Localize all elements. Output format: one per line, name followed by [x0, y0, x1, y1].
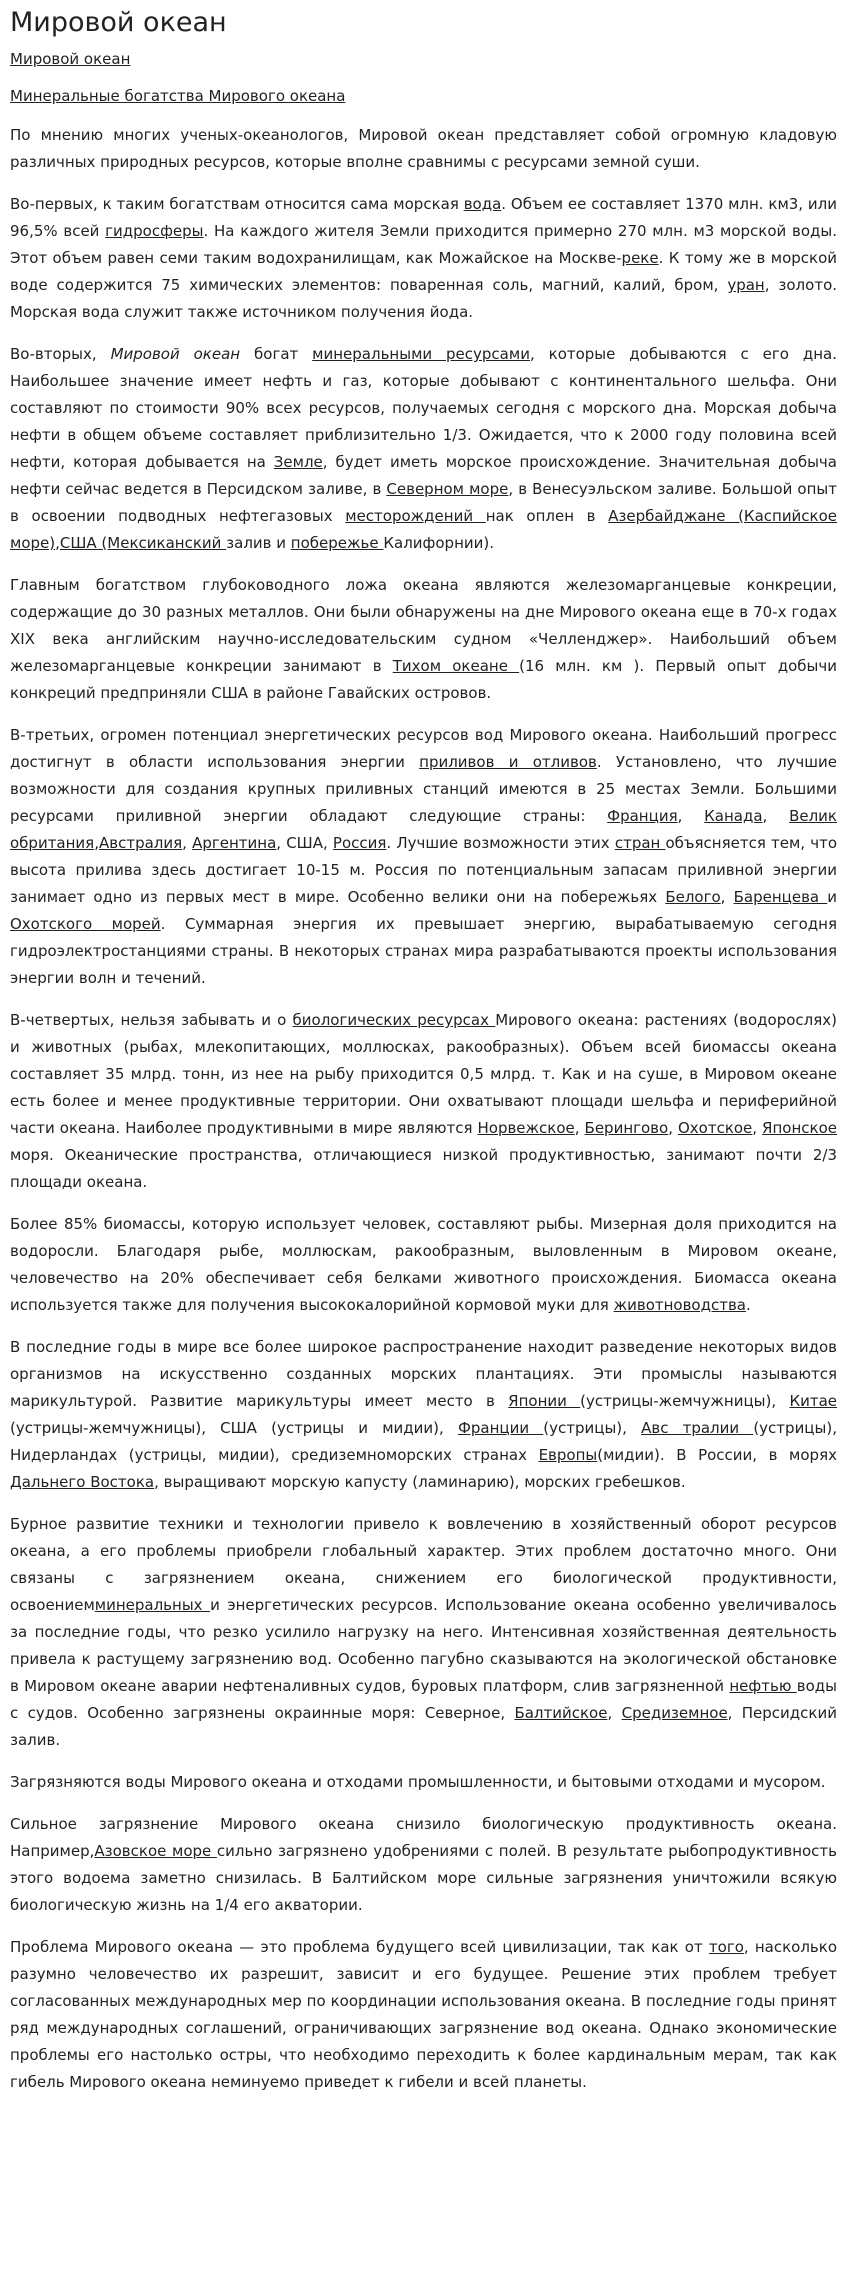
paragraph-text: В-четвертых, нельзя забывать и о — [10, 1011, 293, 1029]
paragraph-text: , выращивают морскую капусту (ламинарию), морских гребешков. — [154, 1473, 686, 1491]
inline-link[interactable]: минеральных — [94, 1596, 211, 1614]
inline-link[interactable]: Белого — [665, 888, 721, 906]
inline-link[interactable]: приливов и отливов — [419, 753, 597, 771]
paragraph-text: Бурное развитие техники и технологии привело к вовлечению в хозяйственный оборот ресурсов океана, а его проблемы приобрели глобальный характер. Этих проблем достаточно много. Они связаны с загрязнением океана, снижением его биологической продуктивности, освоением — [10, 1515, 837, 1614]
paragraph-text: . Объем ее составляет 1370 млн. км3, или 96,5% всей — [10, 195, 837, 240]
paragraph-text: , — [668, 1119, 678, 1137]
paragraph — [10, 1511, 837, 1754]
paragraph-text: , — [752, 1119, 763, 1137]
inline-link[interactable]: Дальнего Востока — [10, 1473, 155, 1491]
paragraph-text: , — [55, 534, 60, 552]
paragraph — [10, 1334, 837, 1496]
paragraph-text: Во-первых, к таким богатствам относится сама морская — [10, 195, 464, 213]
paragraph — [10, 1811, 837, 1919]
inline-link[interactable]: Европы — [538, 1446, 598, 1464]
inline-link[interactable]: Аргентина — [192, 834, 277, 852]
paragraph — [10, 1769, 837, 1796]
paragraph-text: , будет иметь морское происхождение. Значительная добыча нефти сейчас ведется в Персидском заливе, в — [10, 453, 837, 498]
paragraph-text: , Персидский залив. — [10, 1704, 837, 1749]
paragraph-text: , — [762, 807, 790, 825]
paragraph-text: Калифорнии). — [383, 534, 494, 552]
paragraph-text: (мидии). В России, в морях — [597, 1446, 837, 1464]
inline-link[interactable]: вода — [463, 195, 502, 213]
inline-link[interactable]: Берингово — [584, 1119, 669, 1137]
paragraph-text: и энергетических ресурсов. Использование океана особенно увеличивалось за последние годы, что резко усилило нагрузку на него. Интенсивная хозяйственная деятельность привела к растущему загрязнению вод. Особенно пагубно сказываются на экологической обстановке в Мировом океане аварии нефтеналивных судов, буровых платформ, слив загрязненной — [10, 1596, 837, 1695]
paragraph-text: (устрицы), — [543, 1419, 642, 1437]
paragraph-text: нак оплен в — [485, 507, 609, 525]
inline-link[interactable]: минеральными ресурсами — [312, 345, 530, 363]
paragraph — [10, 122, 837, 176]
nav-link-mineral-resources[interactable]: Минеральные богатства Мирового океана — [10, 87, 346, 105]
paragraph — [10, 191, 837, 326]
paragraph-text: и — [827, 888, 838, 906]
paragraph-text: Более 85% биомассы, которую использует человек, составляют рыбы. Мизерная доля приходится на водоросли. Благодаря рыбе, моллюскам, ракообразным, выловленным в Мировом океане, человечество на 20% обеспечивает себя белками животного происхождения. Биомасса океана используется также для получения высококалорийной кормовой муки для — [10, 1215, 837, 1314]
paragraph — [10, 572, 837, 707]
paragraph-text: Мирового океана: растениях (водорослях) и животных (рыбах, млекопитающих, моллюсках, ракообразных). Объем всей биомассы океана составляет 35 млрд. тонн, из нее на рыбу приходится 0,5 млрд. т. Как и на суше, в Мировом океане есть более и менее продуктивные территории. Они охватывают площади шельфа и периферийной части океана. Наиболее продуктивными в мире являются — [10, 1011, 837, 1137]
paragraph-text: , — [182, 834, 193, 852]
inline-link[interactable]: реке — [621, 249, 659, 267]
inline-link[interactable]: Тихом океане — [392, 657, 520, 675]
inline-link[interactable]: того — [708, 1938, 744, 1956]
inline-link[interactable]: биологических ресурсах — [292, 1011, 496, 1029]
inline-link[interactable]: Авс тралии — [641, 1419, 754, 1437]
paragraph-text: , — [677, 807, 705, 825]
page-title: Мировой океан — [10, 7, 227, 38]
paragraph — [10, 341, 837, 557]
inline-link[interactable]: животноводства — [613, 1296, 747, 1314]
inline-link[interactable]: Земле — [273, 453, 323, 471]
paragraph-text: , насколько разумно человечество их разрешит, зависит и его будущее. Решение этих проблем требует согласованных международных мер по координации использования океана. В последние годы принят ряд международных соглашений, ограничивающих загрязнение вод океана. Однако экономические проблемы его настолько остры, что необходимо переходить к более кардинальным мерам, так как гибель Мирового океана неминуемо приведет к гибели и всей планеты. — [10, 1938, 838, 2091]
inline-link[interactable]: Средиземное — [621, 1704, 728, 1722]
paragraph — [10, 1934, 837, 2096]
inline-link[interactable]: Охотского морей — [10, 915, 161, 933]
paragraph-text: . Лучшие возможности этих — [386, 834, 615, 852]
inline-link[interactable]: Австралия — [99, 834, 183, 852]
paragraph-text: Главным богатством глубоководного ложа океана являются железомарганцевые конкреции, содержащие до 30 разных металлов. Они были обнаружены на дне Мирового океана еще в 70-х годах XIX века английским научно-исследовательским судном «Челленджер». Наибольший объем железомарганцевые конкреции занимают в — [10, 576, 837, 675]
paragraph-text: По мнению многих ученых-океанологов, Мировой океан представляет собой огромную кладовую различных природных ресурсов, которые вполне сравнимы с ресурсами земной суши. — [10, 126, 837, 171]
inline-link[interactable]: Балтийское — [514, 1704, 608, 1722]
paragraph — [10, 1211, 837, 1319]
inline-link[interactable]: Велик обритания — [10, 807, 837, 852]
paragraph-text: , которые добываются с его дна. Наибольшее значение имеет нефть и газ, которые добывают с континентального шельфа. Они составляют по стоимости 90% всех ресурсов, получаемых сегодня с морского дна. Морская добыча нефти в общем объеме составляет приблизительно 1/3. Ожидается, что к 2000 году половина всей нефти, которая добывается на — [10, 345, 838, 471]
paragraph-text: . К тому же в морской воде содержится 75 химических элементов: поваренная соль, магний, калий, бром, — [10, 249, 838, 294]
paragraph-text: , — [574, 1119, 585, 1137]
inline-link[interactable]: нефтью — [729, 1677, 797, 1695]
paragraph-text: богат — [240, 345, 313, 363]
paragraph-text: Проблема Мирового океана — это проблема будущего всей цивилизации, так как от — [10, 1938, 709, 1956]
paragraph-text: , — [94, 834, 99, 852]
inline-link[interactable]: Китае — [789, 1392, 837, 1410]
inline-link[interactable]: уран — [727, 276, 765, 294]
inline-link[interactable]: Россия — [332, 834, 387, 852]
inline-link[interactable]: Баренцева — [733, 888, 828, 906]
inline-link[interactable]: месторождений — [345, 507, 486, 525]
paragraph — [10, 722, 837, 992]
paragraph-text: воды с судов. Особенно загрязнены окраинные моря: Северное, — [10, 1677, 837, 1722]
paragraph-text: , — [607, 1704, 622, 1722]
paragraph-text: (устрицы-жемчужницы), США (устрицы и мидии), — [10, 1419, 458, 1437]
inline-link[interactable]: Азербайджане (Каспийское море) — [10, 507, 838, 552]
paragraph-text: моря. Океанические пространства, отличающиеся низкой продуктивностью, занимают почти 2/3 площади океана. — [10, 1146, 837, 1191]
paragraph-text: . Суммарная энергия их превышает энергию, вырабатываемую сегодня гидроэлектростанциями страны. В некоторых странах мира разрабатываются проекты использования энергии волн и течений. — [10, 915, 837, 987]
paragraph-text: . — [746, 1296, 751, 1314]
paragraph-text: Загрязняются воды Мирового океана и отходами промышленности, и бытовыми отходами и мусором. — [10, 1773, 826, 1791]
inline-link[interactable]: побережье — [290, 534, 384, 552]
paragraph-text: Во-вторых, — [10, 345, 111, 363]
paragraph-text: сильно загрязнено удобрениями с полей. В результате рыбопродуктивность этого водоема заметно снизилась. В Балтийском море сильные загрязнения уничтожили всякую биологическую жизнь на 1/4 его акватории. — [10, 1842, 838, 1914]
paragraph-text: залив и — [226, 534, 291, 552]
paragraph-text: . Установлено, что лучшие возможности для создания крупных приливных станций имеются в 25 местах Земли. Большими ресурсами приливной энергии обладают следующие страны: — [10, 753, 837, 825]
paragraph-text: , — [720, 888, 734, 906]
inline-link[interactable]: США (Мексиканский — [59, 534, 227, 552]
nav-link-world-ocean[interactable]: Мировой океан — [10, 50, 131, 68]
paragraph-text: В последние годы в мире все более широкое распространение находит разведение некоторых видов организмов на искусственно созданных морских плантациях. Эти промыслы называются марикультурой. Развитие марикультуры имеет место в — [10, 1338, 837, 1410]
paragraph-text: (16 млн. км ). Первый опыт добычи конкреций предприняли США в районе Гавайских островов. — [10, 657, 837, 702]
inline-link[interactable]: Норвежское — [477, 1119, 575, 1137]
paragraph-text: . На каждого жителя Земли приходится примерно 270 млн. м3 морской воды. Этот объем равен семи таким водохранилищам, как Можайское на Москве- — [10, 222, 837, 267]
paragraph-text: В-третьих, огромен потенциал энергетических ресурсов вод Мирового океана. Наибольший прогресс достигнут в области использования энергии — [10, 726, 837, 771]
article-body — [10, 122, 837, 2096]
paragraph-text: (устрицы-жемчужницы), — [580, 1392, 790, 1410]
inline-link[interactable]: Азовское море — [94, 1842, 217, 1860]
inline-link[interactable]: Японское — [762, 1119, 837, 1137]
emphasis-text: Мировой океан — [110, 345, 241, 363]
paragraph-text: (устрицы), Нидерландах (устрицы, мидии), средиземноморских странах — [10, 1419, 837, 1464]
inline-link[interactable]: Северном море — [386, 480, 509, 498]
paragraph-text: , в Венесуэльском заливе. Большой опыт в освоении подводных нефтегазовых — [10, 480, 837, 525]
inline-link[interactable]: Японии — [508, 1392, 581, 1410]
inline-link[interactable]: Охотское — [677, 1119, 753, 1137]
inline-link[interactable]: Канада — [704, 807, 763, 825]
paragraph-text: , золото. Морская вода служит также источником получения йода. — [10, 276, 838, 321]
paragraph-text: Сильное загрязнение Мирового океана снизило биологическую продуктивность океана. Например, — [10, 1815, 837, 1860]
paragraph-text: объясняется тем, что высота прилива здесь достигает 10-15 м. Россия по потенциальным запасам приливной энергии занимает одно из первых мест в мире. Особенно велики они на побережьях — [10, 834, 837, 906]
inline-link[interactable]: Франции — [457, 1419, 544, 1437]
inline-link[interactable]: гидросферы — [105, 222, 204, 240]
inline-link[interactable]: стран — [614, 834, 666, 852]
paragraph — [10, 1007, 837, 1196]
paragraph-text: , США, — [276, 834, 333, 852]
inline-link[interactable]: Франция — [607, 807, 678, 825]
